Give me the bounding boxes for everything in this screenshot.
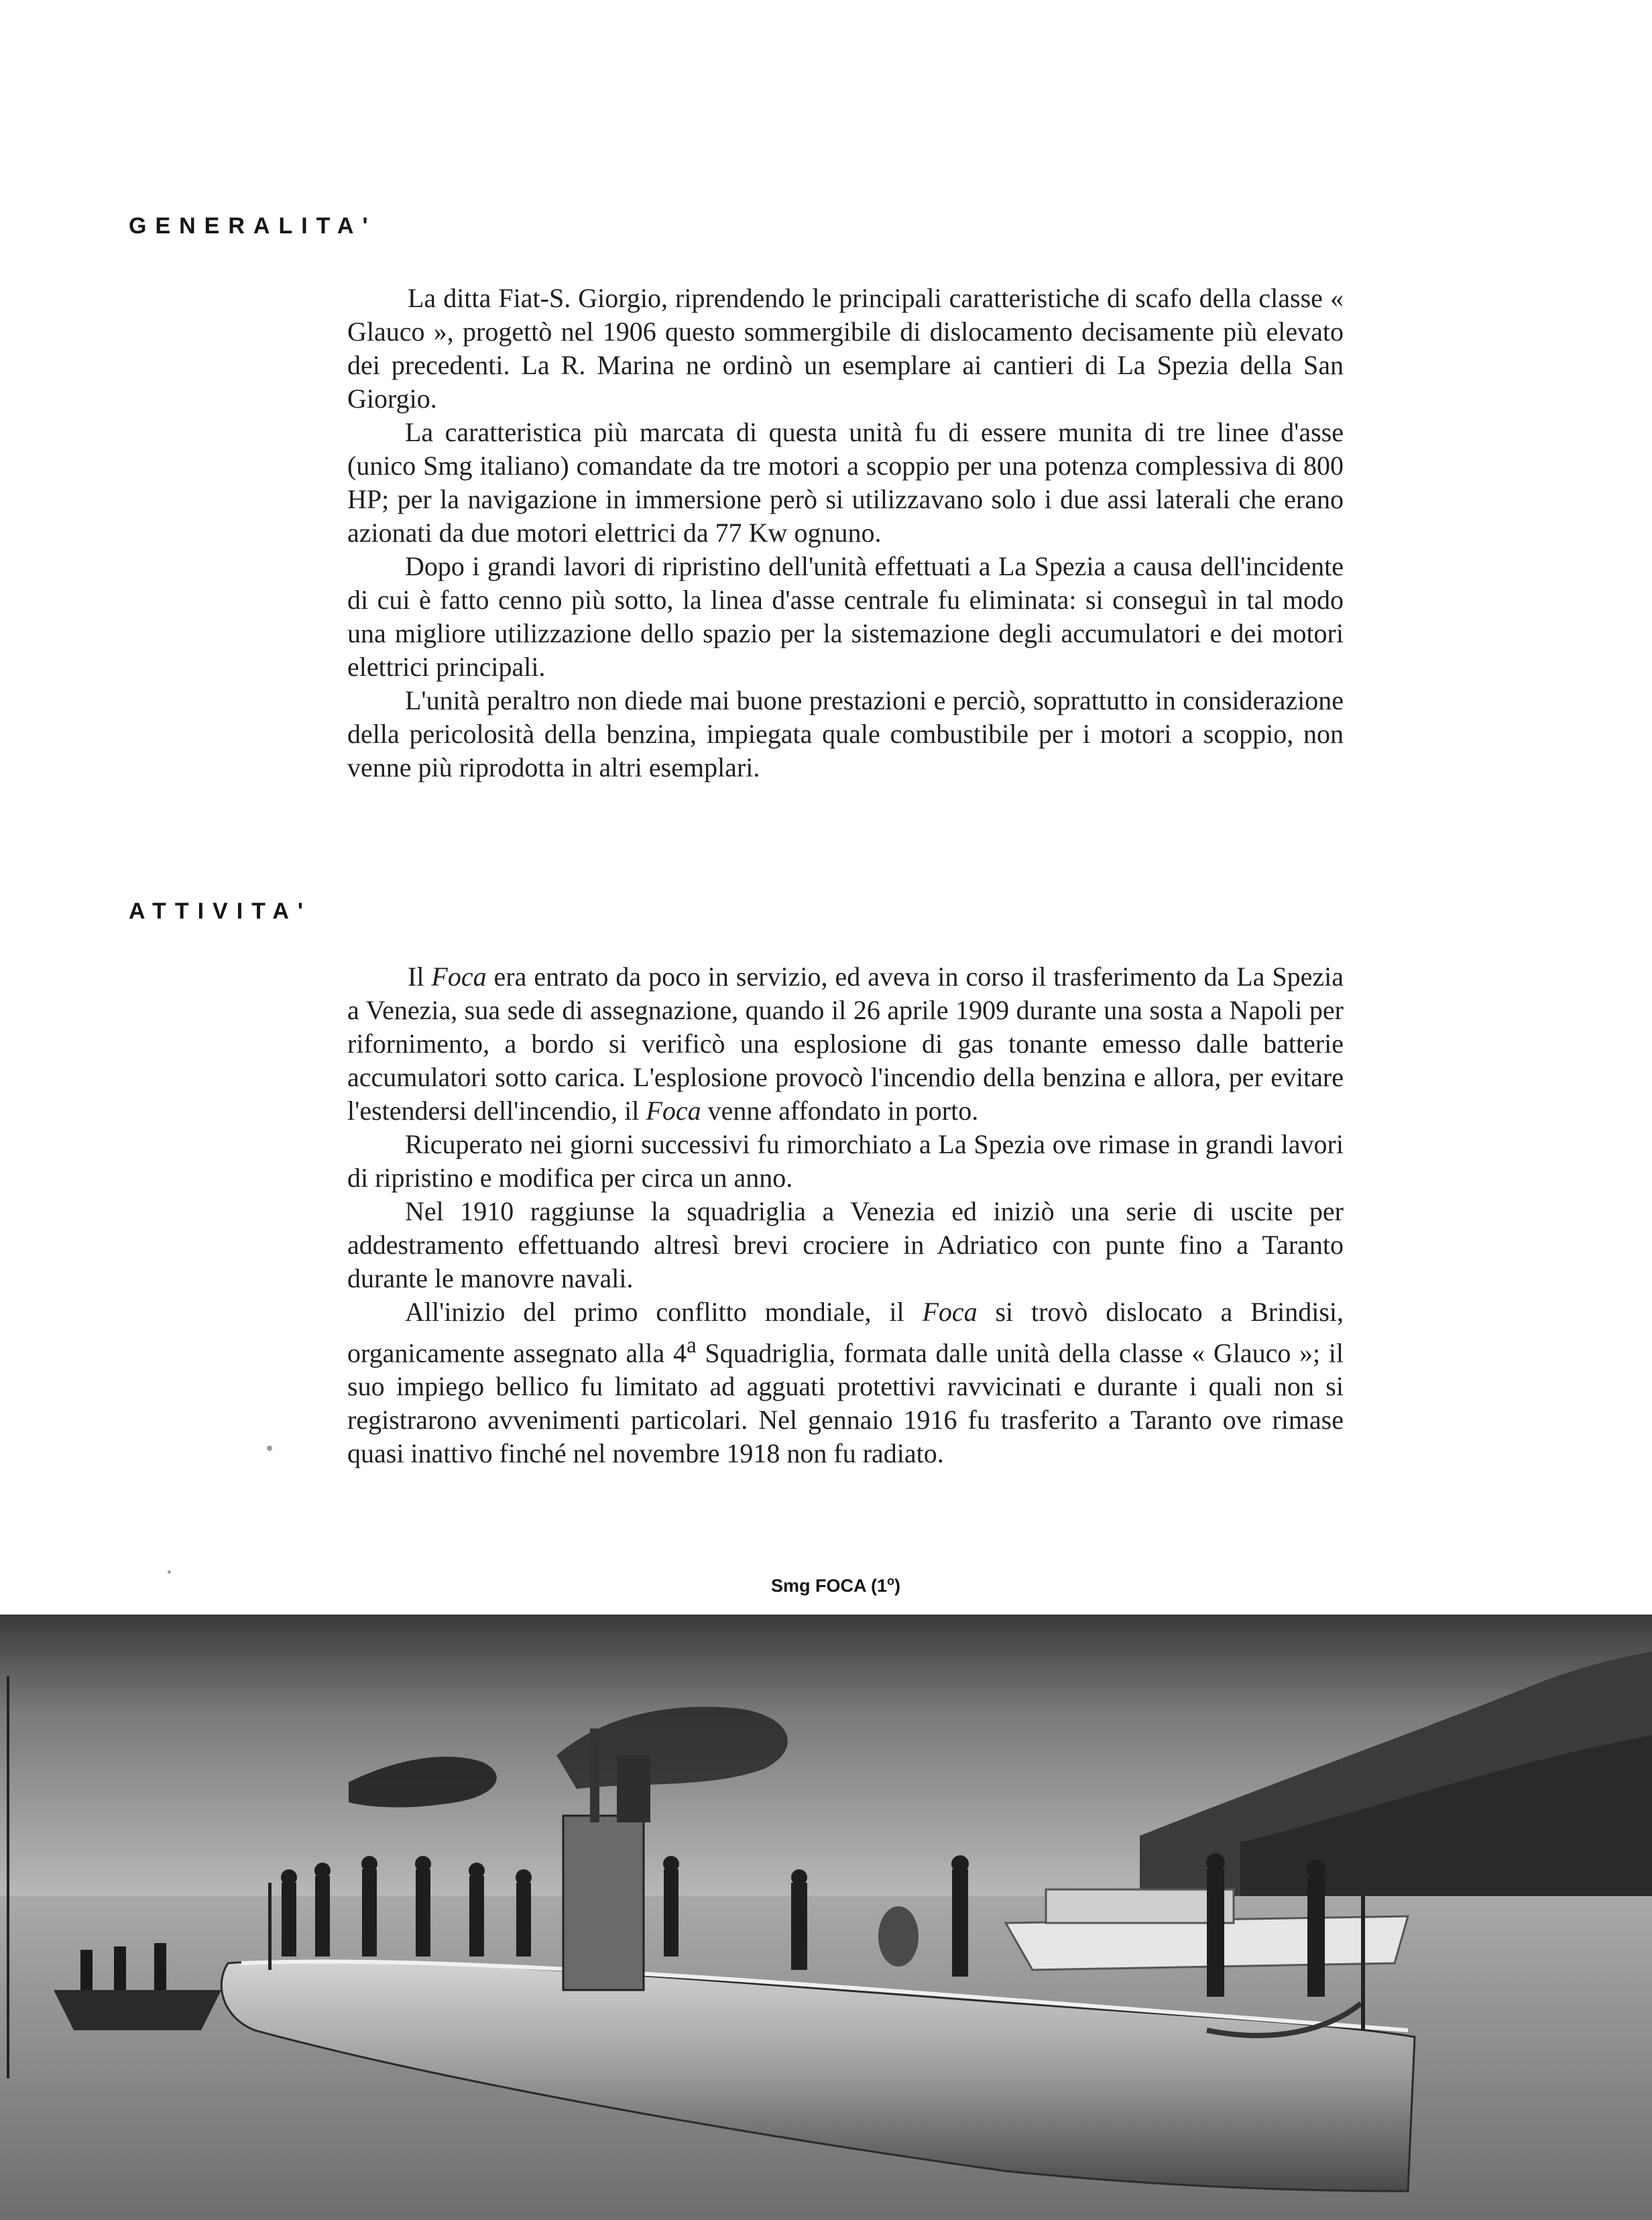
exhaust-funnel [617, 1755, 650, 1822]
scan-edge-line [7, 1676, 9, 2079]
text-run: si trovò dislocato a Brindisi, organicamente assegnato alla 4 [347, 1297, 1344, 1368]
stern-flagstaff [268, 1883, 272, 1970]
paragraph: La ditta Fiat-S. Giorgio, riprendendo le principali caratteristiche di scafo della classe « Glauco », progettò nel 1906 questo sommergibile di dislocamento decisamente più elevato dei precedenti. La R. Marina ne ordinò un esemplare ai cantieri di La Spezia della San Giorgio. [347, 283, 1344, 414]
text-run: All'inizio del primo conflitto mondiale, il [405, 1297, 923, 1327]
rowboat [54, 1990, 221, 2030]
photo-caption [771, 1574, 900, 1596]
paragraph: Ricuperato nei giorni successivi fu rimorchiato a La Spezia ove rimase in grandi lavori di ripristino e modifica per circa un anno. [347, 1129, 1344, 1193]
caption-suffix: ) [894, 1576, 901, 1596]
paragraph: Dopo i grandi lavori di ripristino dell'unità effettuati a La Spezia a causa dell'incidente di cui è fatto cenno più sotto, la linea d'asse centrale fu eliminata: si conseguì in tal modo una migliore utilizzazione dello spazio per la sistemazione degli accumulatori e dei motori elettrici principali. [347, 551, 1344, 682]
ship-name: Foca [922, 1297, 978, 1327]
ship-name: Foca [431, 961, 487, 992]
paragraph [347, 960, 1344, 1128]
text-run: venne affondato in porto. [701, 1096, 979, 1126]
ship-name: Foca [646, 1096, 701, 1126]
conning-tower [563, 1816, 644, 1990]
text-run: Squadriglia, formata dalle unità della classe « Glauco »; il suo impiego bellico fu limitato ad agguati protettivi ravvicinati e durante i quali non si registrarono avvenimenti particolari. Nel gennaio 1916 fu trasferito a Taranto ove rimase quasi inattivo finché nel novembre 1918 non fu radiato. [347, 1338, 1344, 1469]
periscope-mast [590, 1729, 599, 1822]
paragraph: La caratteristica più marcata di questa unità fu di essere munita di tre linee d'asse (unico Smg italiano) comandate da tre motori a scoppio per una potenza complessiva di 800 HP; per la navigazione in immersione però si utilizzavano solo i due assi laterali che erano azionati da due motori elettrici da 77 Kw ognuno. [347, 417, 1344, 548]
scan-speck [168, 1570, 171, 1574]
text-run: era entrato da poco in servizio, ed aveva in corso il trasferimento da La Spezia a Venezia, sua sede di assegnazione, quando il 26 aprile 1909 durante una sosta a Napoli per rifornimento, a bordo si verificò una esplosione di gas tonante emesso dalle batterie accumulatori sotto carica. L'esplosione provocò l'incendio della benzina e allora, per evitare l'estendersi dell'incendio, il [347, 961, 1344, 1126]
flagstaff [1361, 1896, 1365, 2030]
attivita-text [347, 960, 1344, 1470]
superscript: a [686, 1333, 697, 1358]
launch-cabin [1046, 1889, 1234, 1923]
scan-speck [267, 1446, 272, 1451]
submarine-photo [0, 1615, 1652, 2220]
section-heading-attivita: ATTIVITA' [129, 898, 312, 924]
ventilator [878, 1906, 919, 1967]
text-run: Il [408, 961, 432, 992]
caption-sup: o [887, 1574, 895, 1588]
paragraph [347, 1295, 1344, 1470]
generalita-text [347, 282, 1344, 784]
caption-prefix: Smg FOCA (1 [771, 1576, 888, 1596]
section-heading-generalita: GENERALITA' [129, 213, 377, 239]
paragraph: L'unità peraltro non diede mai buone prestazioni e perciò, soprattutto in considerazione della pericolosità della benzina, impiegata quale combustibile per i motori a scoppio, non venne più riprodotta in altri esemplari. [347, 685, 1344, 782]
paragraph: Nel 1910 raggiunse la squadriglia a Venezia ed iniziò una serie di uscite per addestramento effettuando altresì brevi crociere in Adriatico con punte fino a Taranto durante le manovre navali. [347, 1196, 1344, 1293]
